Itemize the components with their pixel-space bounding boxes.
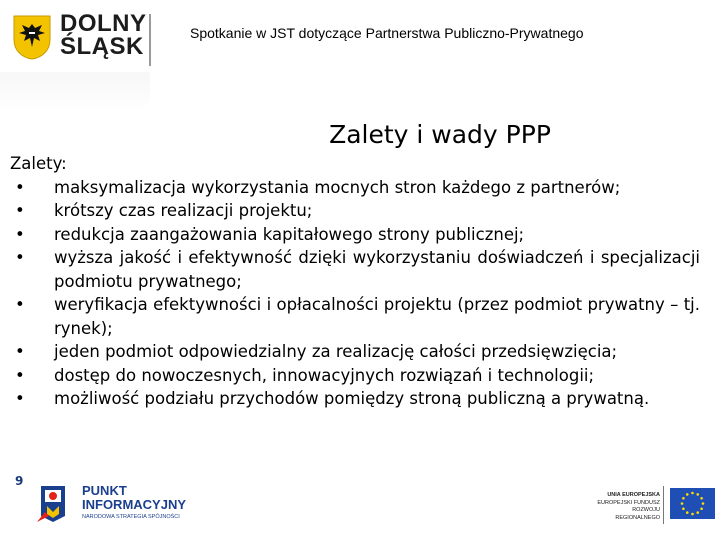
- pi-logo-subtitle: NARODOWA STRATEGIA SPÓJNOŚCI: [82, 514, 180, 520]
- bullet-icon: •: [15, 295, 25, 314]
- header-fade: [0, 72, 150, 112]
- list-item: • jeden podmiot odpowiedzialny za realizację całości przedsięwzięcia;: [10, 340, 700, 364]
- pi-logo-text: PUNKT INFORMACYJNY: [82, 483, 187, 512]
- list-item: • maksymalizacja wykorzystania mocnych stron każdego z partnerów;: [10, 176, 700, 200]
- eu-logo: [580, 486, 715, 526]
- page-number: 9: [15, 474, 24, 488]
- list-item: • redukcja zaangażowania kapitałowego strony publicznej;: [10, 223, 700, 247]
- list-item: • możliwość podziału przychodów pomiędzy stroną publiczną a prywatną.: [10, 387, 700, 411]
- bullet-icon: •: [15, 177, 25, 197]
- section-heading: Zalety:: [10, 154, 67, 173]
- list-item: • weryfikacja efektywności i opłacalności projektu (przez podmiot prywatny – tj. rynek);: [15, 295, 700, 338]
- logo-divider: [149, 14, 151, 66]
- bullet-icon: •: [15, 342, 25, 361]
- list-item: • krótszy czas realizacji projektu;: [10, 199, 700, 223]
- punkt-informacyjny-logo: [35, 482, 187, 526]
- eu-flag-icon: [670, 488, 715, 519]
- list-item: • dostęp do nowoczesnych, innowacyjnych rozwiązań i technologii;: [10, 364, 700, 388]
- bullet-icon: •: [15, 248, 25, 267]
- punkt-informacyjny-mark-icon: [35, 482, 73, 526]
- dolny-slask-logo: [8, 8, 158, 70]
- eu-logo-text: UNIA EUROPEJSKA EUROPEJSKI FUNDUSZ ROZWOJU REGIONALNEGO: [597, 492, 660, 521]
- header: [0, 0, 720, 72]
- header-title: Spotkanie w JST dotyczące Partnerstwa Publiczno-Prywatnego: [190, 25, 584, 41]
- bullet-icon: •: [15, 201, 25, 220]
- advantages-list: [10, 176, 700, 411]
- bullet-icon: •: [15, 365, 25, 385]
- slide-title: Zalety i wady PPP: [329, 120, 551, 149]
- bullet-icon: •: [15, 224, 25, 244]
- eu-logo-divider: [663, 486, 664, 524]
- coat-of-arms-icon: [12, 14, 52, 60]
- logo-text: DOLNY ŚLĄSK: [60, 10, 147, 60]
- slide-content: [10, 152, 700, 411]
- bullet-icon: •: [15, 389, 25, 408]
- list-item: • wyższa jakość i efektywność dzięki wykorzystaniu doświadczeń i specjalizacji podmiotu prywatnego;: [15, 248, 700, 291]
